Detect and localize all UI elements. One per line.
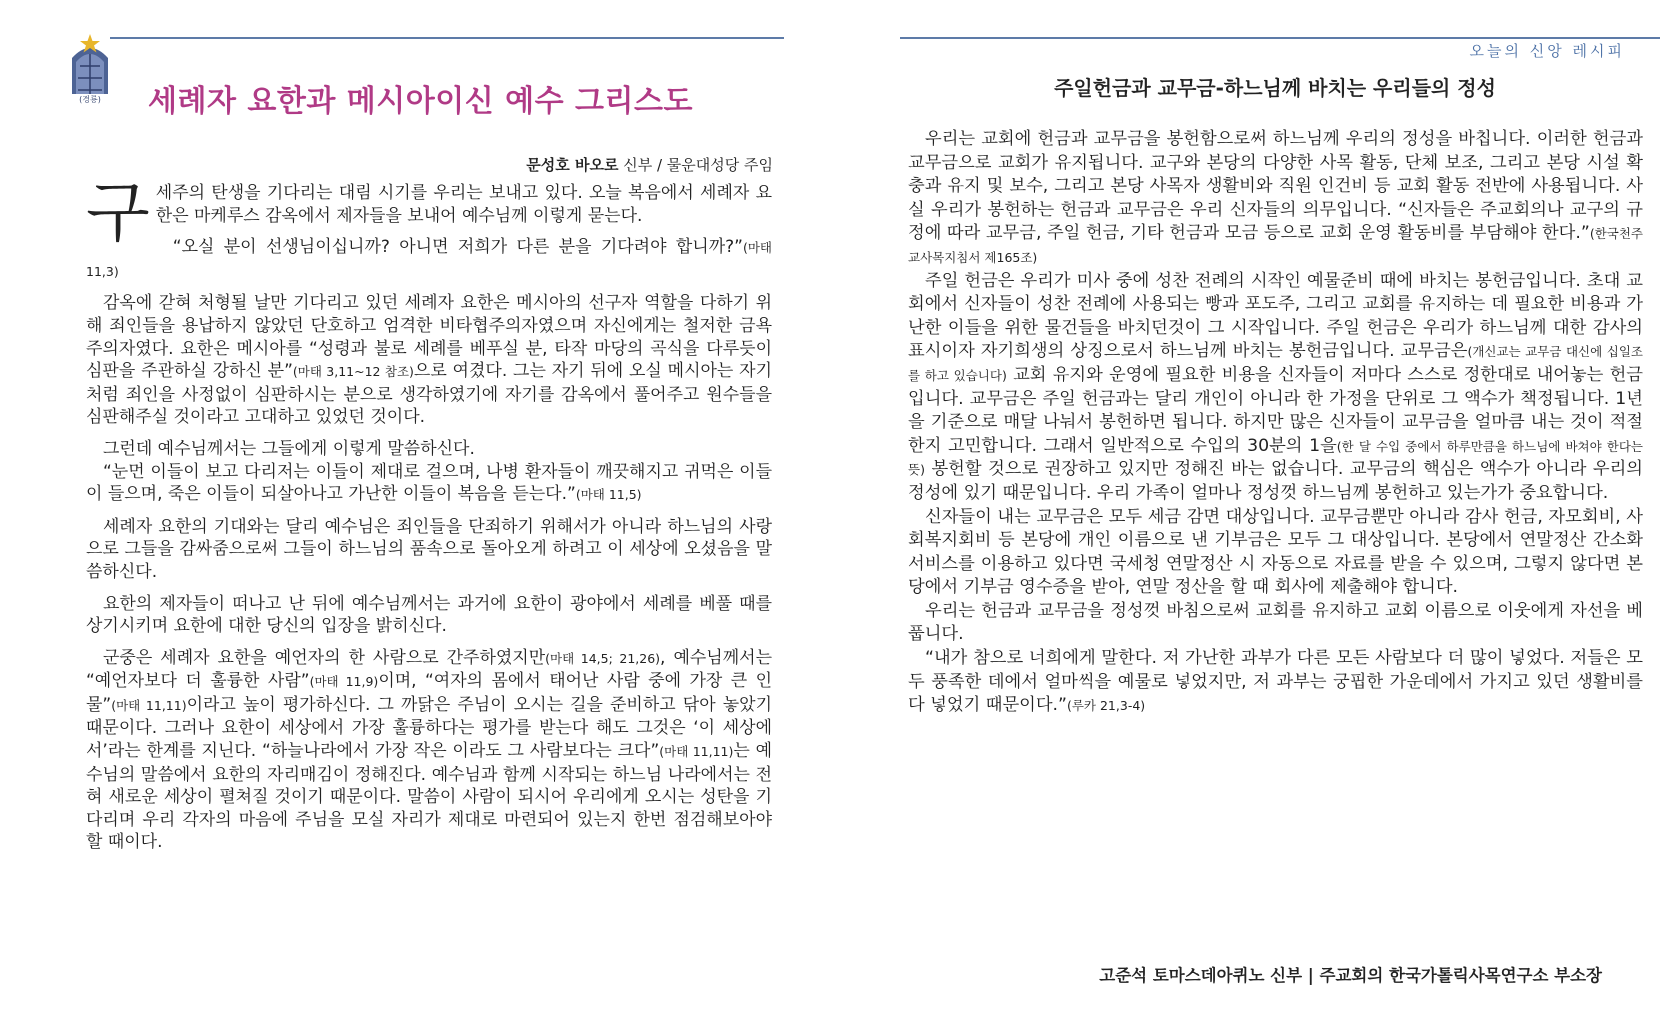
right-header-rule — [900, 37, 1660, 39]
paragraph-4-quote: “눈먼 이들이 보고 다리저는 이들이 제대로 걸으며, 나병 환자들이 깨끗해지고 귀먹은 이들이 들으며, 죽은 이들이 되살아나고 가난한 이들이 복음을 듣는다.”(마태 11,5) — [86, 461, 772, 505]
column-title: 주일헌금과 교무금-하느님께 바치는 우리들의 정성 — [1054, 76, 1496, 100]
note: (한 달 수입 중에서 하루만큼을 하느님에 바쳐야 한다는 뜻) — [908, 438, 1643, 478]
author-role: 신부 / 물운대성당 주임 — [618, 156, 773, 174]
scripture-ref: (마태 11,9) — [309, 674, 379, 690]
author-name: 문성호 바오로 — [526, 156, 619, 174]
column-label: 오늘의 신앙 레시피 — [1469, 42, 1625, 60]
note: (개신교는 교무금 대신에 십일조를 하고 있습니다) — [908, 344, 1643, 383]
paragraph-3: 감옥에 갇혀 처형될 날만 기다리고 있던 세례자 요한은 메시아의 선구자 역할을 다하기 위해 죄인들을 용납하지 않았던 단호하고 엄격한 비타협주의자였으며 자신에게는 철저한 금욕주의자였다. 요한은 메시아를 “성령과 불로 세례를 베푸실 분, 타작 마당의 곡식을 다루듯이 심판을 주관하실 강하신 분”(마태 3,11~12 참조)으로 여겼다. 그는 자기 뒤에 오실 메시아는 자기처럼 죄인을 사정없이 심판하시는 분으로 생각하였기에 자기를 감옥에서 풀어주고 원수들을 심판해주실 것이라고 고대하고 있었던 것이다. — [86, 293, 772, 428]
paragraph-5: 세례자 요한의 기대와는 달리 예수님은 죄인들을 단죄하기 위해서가 아니라 하느님의 사랑으로 그들을 감싸줌으로써 그들이 하느님의 품속으로 돌아오게 하려고 이 세상에 오셨음을 말씀하신다. — [86, 516, 772, 582]
scripture-ref: (마태 14,5; 21,26) — [545, 650, 661, 666]
paragraph-2: 주일 헌금은 우리가 미사 중에 성찬 전례의 시작인 예물준비 때에 바치는 봉헌금입니다. 초대 교회에서 신자들이 성찬 전례에 사용되는 빵과 포도주, 그리고 교회를 유지하는 데 필요한 비용과 가난한 이들을 위한 물건들을 바치던것이 그 시작입니다. 주일 헌금은 우리가 하느님께 대한 감사의 표시이자 자기희생의 상징으로서 하느님께 바치는 봉헌금입니다. 교무금은(개신교는 교무금 대신에 십일조를 하고 있습니다) 교회 유지와 운영에 필요한 비용을 신자들이 저마다 스스로 정한대로 내어놓는 헌금입니다. 교무금은 주일 헌금과는 달리 개인이 아니라 한 가정을 단위로 그 액수가 책정됩니다. 1년을 기준으로 매달 나눠서 봉헌하면 됩니다. 하지만 많은 신자들이 교무금을 얼마큼 내는 것이 적절한지 고민합니다. 그래서 일반적으로 수입의 30분의 1을(한 달 수입 중에서 하루만큼을 하느님에 바쳐야 한다는 뜻) 봉헌할 것으로 권장하고 있지만 정해진 바는 없습니다. 교무금의 핵심은 액수가 아니라 우리의 정성에 있기 때문입니다. 우리 가족이 얼마나 정성껏 하느님께 봉헌하고 있는가가 중요합니다. — [908, 270, 1643, 503]
paragraph-2: “오실 분이 선생님이십니까? 아니면 저희가 다른 분을 기다려야 합니까?”(마태 11,3) — [86, 237, 772, 279]
left-header-rule — [110, 37, 784, 39]
scripture-ref: (마태 11,3) — [86, 240, 772, 279]
paragraph-7: 군중은 세례자 요한을 예언자의 한 사람으로 간주하였지만(마태 14,5; 21,26), 예수님께서는 “예언자보다 더 훌륭한 사람”(마태 11,9)이며, “여자의 몸에서 태어난 사람 중에 가장 큰 인물”(마태 11,11)이라고 높이 평가하신다. 그 까닭은 주님이 오시는 길을 준비하고 닦아 놓았기 때문이다. 그러나 요한이 세상에서 가장 훌륭하다는 평가를 받는다 해도 그것은 ‘이 세상에서’라는 한계를 지닌다. “하늘나라에서 가장 작은 이라도 그 사람보다는 크다”(마태 11,11)는 예수님의 말씀에서 요한의 자리매김이 정해진다. 예수님과 함께 시작되는 하느님 나라에서는 전혀 새로운 세상이 펼쳐질 것이기 때문이다. 말씀이 사람이 되시어 우리에게 오시는 성탄을 기다리며 우리 각자의 마음에 주님을 모실 자리가 제대로 마련되어 있는지 한번 점검해보아야 할 때이다. — [86, 647, 773, 853]
column-body — [908, 128, 1643, 718]
paragraph-5: “내가 참으로 너희에게 말한다. 저 가난한 과부가 다른 모든 사람보다 더 많이 넣었다. 저들은 모두 풍족한 데에서 얼마씩을 예물로 넣었지만, 저 과부는 궁핍한 가운데에서 가지고 있던 생활비를 다 넣었기 때문이다.”(루카 21,3-4) — [908, 648, 1643, 716]
article-title: 세례자 요한과 메시아이신 예수 그리스도 — [148, 84, 693, 119]
right-page — [880, 0, 1680, 1020]
author-signature: 고준석 토마스데아퀴노 신부 | 주교회의 한국가톨릭사목연구소 부소장 — [1099, 966, 1602, 985]
paragraph-4: 우리는 헌금과 교무금을 정성껏 바침으로써 교회를 유지하고 교회 이름으로 이웃에게 자선을 베풉니다. — [908, 600, 1643, 645]
scripture-ref: (루카 21,3-4) — [1066, 698, 1146, 714]
scripture-ref: (마태 11,11) — [659, 744, 734, 760]
document-ref: (한국천주교사목지침서 제165조) — [908, 226, 1643, 265]
byline — [526, 154, 773, 175]
parish-emblem-icon — [70, 32, 110, 104]
scripture-ref: (마태 3,11~12 참조) — [292, 364, 414, 380]
paragraph-4: 그런데 예수님께서는 그들에게 이렇게 말씀하신다. — [103, 438, 475, 459]
emblem-label: (경룡) — [79, 95, 101, 104]
paragraph-6: 요한의 제자들이 떠나고 난 뒤에 예수님께서는 과거에 요한이 광야에서 세례를 베풀 때를 상기시키며 요한에 대한 당신의 입장을 밝히신다. — [86, 593, 772, 637]
article-body — [86, 174, 773, 863]
paragraph-1: 우리는 교회에 헌금과 교무금을 봉헌함으로써 하느님께 우리의 정성을 바칩니다. 이러한 헌금과 교무금으로 교회가 유지됩니다. 교구와 본당의 다양한 사목 활동, 단체 보조, 그리고 본당 시설 확충과 유지 및 보수, 그리고 본당 사목자 생활비와 직원 인건비 등 교회 활동 전반에 사용됩니다. 사실 우리가 봉헌하는 헌금과 교무금은 우리 신자들의 의무입니다. “신자들은 주교회의나 교구의 규정에 따라 교무금, 주일 헌금, 기타 헌금과 모금 등으로 교회 운영 활동비를 부담해야 한다.”(한국천주교사목지침서 제165조) — [908, 129, 1643, 265]
paragraph-1: 구세주의 탄생을 기다리는 대림 시기를 우리는 보내고 있다. 오늘 복음에서 세례자 요한은 마케루스 감옥에서 제자들을 보내어 예수님께 이렇게 묻는다. — [86, 174, 772, 251]
drop-cap: 구 — [86, 174, 150, 251]
scripture-ref: (마태 11,5) — [575, 487, 642, 503]
scripture-ref: (마태 11,11) — [111, 697, 187, 713]
left-page — [0, 0, 820, 1020]
paragraph-3: 신자들이 내는 교무금은 모두 세금 감면 대상입니다. 교무금뿐만 아니라 감사 헌금, 자모회비, 사회복지회비 등 본당에 개인 이름으로 낸 기부금은 모두 그 대상입니다. 본당에서 연말정산 간소화 서비스를 이용하고 있다면 국세청 연말정산 시 자동으로 자료를 받을 수 있으며, 그렇지 않다면 본당에서 기부금 영수증을 받아, 연말 정산을 할 때 회사에 제출해야 합니다. — [908, 506, 1643, 598]
